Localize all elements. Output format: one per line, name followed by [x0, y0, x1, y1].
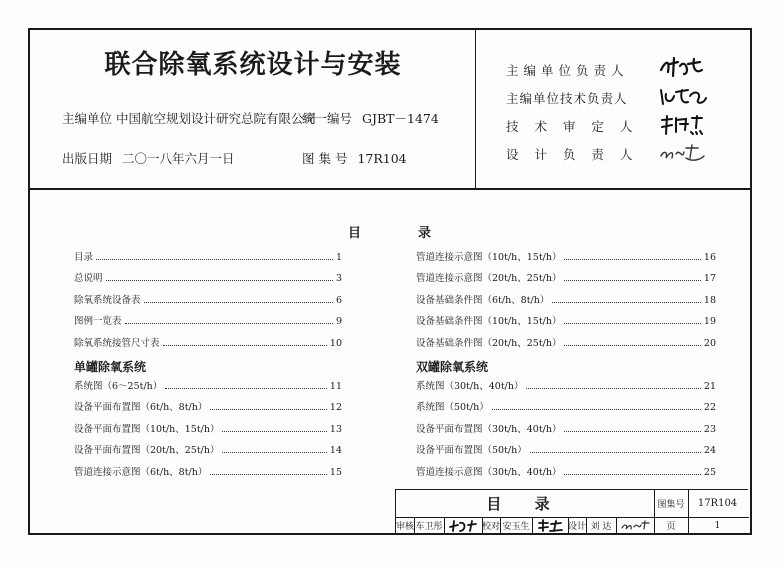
toc-entry[interactable]: 设备平面布置图（20t/h、25t/h） 14 [74, 445, 342, 457]
title-block [395, 489, 748, 533]
design-signature-image [616, 517, 654, 534]
responsible-role: 技 术 审 定 人 [506, 119, 639, 134]
toc-entry[interactable]: 管道连接示意图（30t/h、40t/h） 25 [416, 466, 716, 478]
page-title: 联合除氧系统设计与安装 [104, 50, 402, 80]
review-label: 审核 [396, 522, 415, 532]
signature-image [658, 86, 708, 108]
review-signature-image [444, 517, 482, 534]
responsible-role: 主编单位负责人 [506, 63, 629, 78]
review-name: 车卫彤 [415, 522, 443, 532]
title-block-title: 目 录 [486, 495, 564, 513]
toc-entry[interactable]: 目录 1 [74, 252, 342, 263]
signature-image [658, 56, 704, 78]
toc-entry[interactable]: 设备平面布置图（10t/h、15t/h） 13 [74, 423, 342, 435]
page-label: 页 [666, 522, 676, 532]
toc-entry[interactable]: 设备平面布置图（50t/h） 24 [416, 445, 716, 457]
atlas-value: 17R104 [357, 151, 407, 166]
design-name: 刘 达 [590, 522, 612, 532]
date-label: 出版日期 [62, 151, 113, 166]
atlas-info [302, 149, 407, 167]
code-label: 统一编号 [302, 111, 353, 126]
toc-section-heading: 单罐除氧系统 [74, 360, 147, 375]
toc-entry[interactable]: 总说明 3 [74, 273, 342, 285]
toc-entry[interactable]: 管道连接示意图（10t/h、15t/h） 16 [416, 252, 716, 263]
check-signature-image [532, 517, 568, 534]
toc-entry[interactable]: 管道连接示意图（6t/h、8t/h） 15 [74, 466, 342, 478]
toc-left-column [74, 249, 342, 485]
title-block-atlas-value: 17R104 [697, 498, 738, 509]
responsible-role: 主编单位技术负责人 [506, 91, 628, 106]
toc-entry[interactable]: 管道连接示意图（20t/h、25t/h） 17 [416, 273, 716, 285]
editor-info [62, 109, 316, 127]
toc-entry[interactable]: 除氧系统接管尺寸表 10 [74, 337, 342, 349]
signature-image [658, 142, 706, 164]
check-label: 校对 [482, 522, 501, 532]
toc-entry[interactable]: 设备平面布置图（6t/h、8t/h） 12 [74, 402, 342, 414]
toc-entry[interactable]: 系统图（6～25t/h） 11 [74, 380, 342, 392]
check-name: 安玉生 [502, 522, 530, 532]
responsible-role: 设 计 负 责 人 [506, 147, 639, 162]
code-info [302, 109, 439, 127]
page-number: 1 [714, 520, 721, 531]
toc-entry[interactable]: 设备基础条件图（10t/h、15t/h） 19 [416, 316, 716, 328]
toc-heading-left: 目 [348, 226, 362, 241]
toc-heading-right: 录 [418, 226, 432, 241]
toc-entry[interactable]: 系统图（50t/h） 22 [416, 402, 716, 414]
toc-right-column [416, 249, 716, 485]
toc-entry[interactable]: 系统图（30t/h、40t/h） 21 [416, 380, 716, 392]
toc-entry[interactable]: 设备平面布置图（30t/h、40t/h） 23 [416, 423, 716, 435]
toc-entry[interactable]: 图例一览表 9 [74, 316, 342, 328]
editor-label: 主编单位 [62, 111, 113, 126]
header [30, 30, 750, 190]
date-info [62, 149, 235, 167]
design-label: 设计 [568, 522, 587, 532]
header-left [30, 30, 476, 188]
title-block-atlas-label: 图集号 [657, 500, 685, 510]
toc-entry[interactable]: 设备基础条件图（20t/h、25t/h） 20 [416, 337, 716, 349]
toc-section-heading: 双罐除氧系统 [416, 360, 489, 375]
atlas-label: 图 集 号 [302, 151, 348, 166]
code-value: GJBT－1474 [362, 111, 439, 126]
toc-entry[interactable]: 设备基础条件图（6t/h、8t/h） 18 [416, 294, 716, 306]
toc-entry[interactable]: 除氧系统设备表 6 [74, 294, 342, 306]
signature-image [658, 114, 706, 138]
date-value: 二〇一八年六月一日 [122, 151, 235, 166]
editor-value: 中国航空规划设计研究总院有限公司 [116, 111, 317, 126]
